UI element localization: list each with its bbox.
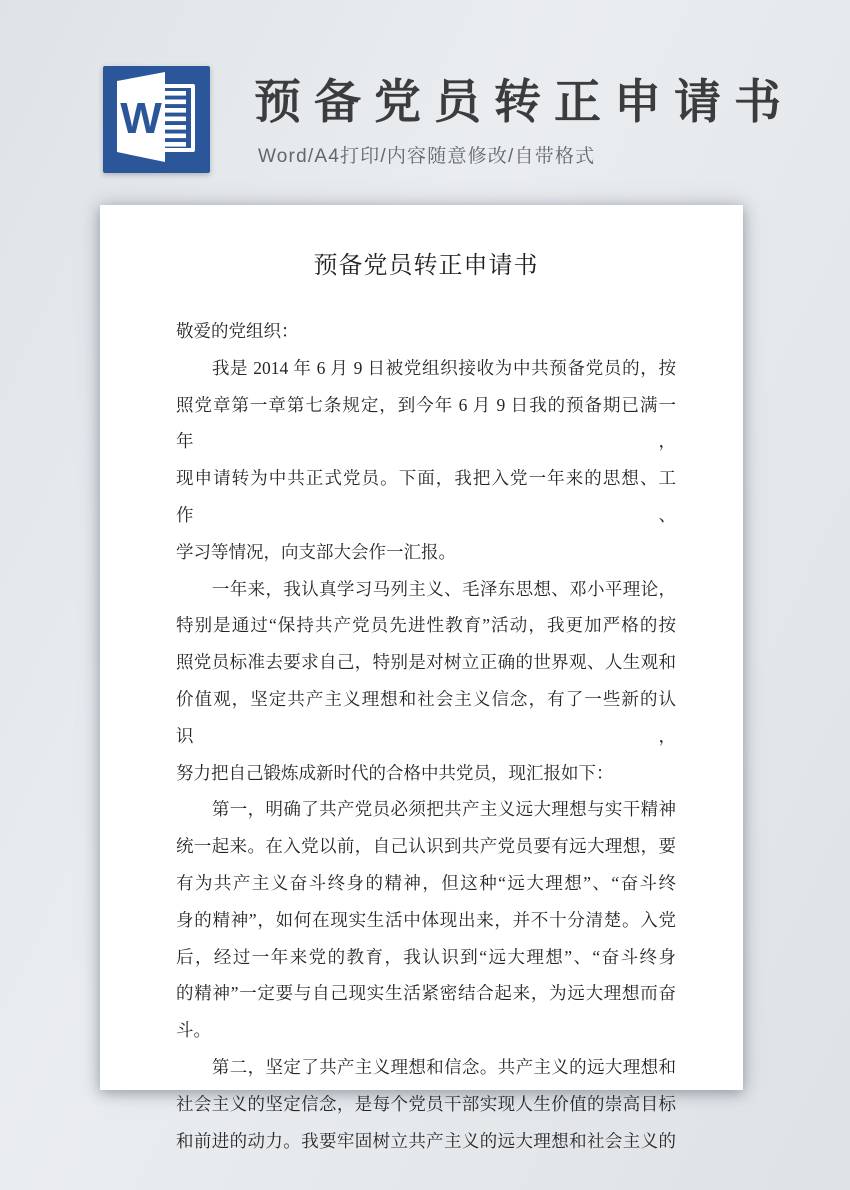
text-line: 社会主义的坚定信念，是每个党员干部实现人生价值的崇高目标 bbox=[176, 1093, 676, 1114]
text-line: 我是 2014 年 6 月 9 日被党组织接收为中共预备党员的，按 bbox=[211, 357, 676, 378]
text-line: 和前进的动力。我要牢固树立共产主义的远大理想和社会主义的 bbox=[176, 1130, 676, 1151]
text-line: 价值观，坚定共产主义理想和社会主义信念，有了一些新的认识， bbox=[176, 688, 676, 746]
text-line: 有为共产主义奋斗终身的精神，但这种“远大理想”、“奋斗终 bbox=[176, 872, 676, 893]
text-line: 统一起来。在入党以前，自己认识到共产党员要有远大理想，要 bbox=[176, 836, 676, 857]
text-line: 照党章第一章第七条规定，到今年 6 月 9 日我的预备期已满一年， bbox=[176, 394, 676, 452]
text-line: 后，经过一年来党的教育，我认识到“远大理想”、“奋斗终身 bbox=[176, 946, 676, 967]
document-title: 预备党员转正申请书 bbox=[313, 253, 539, 279]
template-title: 预备党员转正申请书 bbox=[254, 75, 794, 128]
text-line: 一年来，我认真学习马列主义、毛泽东思想、邓小平理论， bbox=[211, 578, 676, 599]
template-subtitle: Word/A4打印/内容随意修改/自带格式 bbox=[258, 146, 596, 167]
text-line: 努力把自己锻炼成新时代的合格中共党员，现汇报如下： bbox=[176, 762, 614, 783]
salutation: 敬爱的党组织： bbox=[176, 321, 299, 341]
text-line: 学习等情况，向支部大会作一汇报。 bbox=[176, 541, 456, 562]
document-content bbox=[176, 249, 676, 1159]
paragraph-2 bbox=[176, 571, 676, 792]
text-line: 特别是通过“保持共产党员先进性教育”活动，我更加严格的按 bbox=[176, 615, 676, 636]
word-icon bbox=[103, 66, 210, 173]
paragraph-3 bbox=[176, 791, 676, 1049]
svg-text:W: W bbox=[120, 94, 162, 143]
text-line: 照党员标准去要求自己，特别是对树立正确的世界观、人生观和 bbox=[176, 652, 676, 673]
text-line: 的精神”一定要与自己现实生活紧密结合起来，为远大理想而奋 bbox=[176, 983, 676, 1004]
paragraph-4 bbox=[176, 1049, 676, 1159]
text-line: 身的精神”，如何在现实生活中体现出来，并不十分清楚。入党 bbox=[176, 909, 676, 930]
text-line: 斗。 bbox=[176, 1020, 211, 1041]
text-line: 现申请转为中共正式党员。下面，我把入党一年来的思想、工作、 bbox=[176, 468, 676, 525]
text-line: 第二，坚定了共产主义理想和信念。共产主义的远大理想和 bbox=[211, 1056, 676, 1077]
paragraph-1 bbox=[176, 350, 676, 571]
document-page bbox=[100, 205, 743, 1151]
text-line: 第一，明确了共产党员必须把共产主义远大理想与实干精神 bbox=[211, 799, 676, 820]
